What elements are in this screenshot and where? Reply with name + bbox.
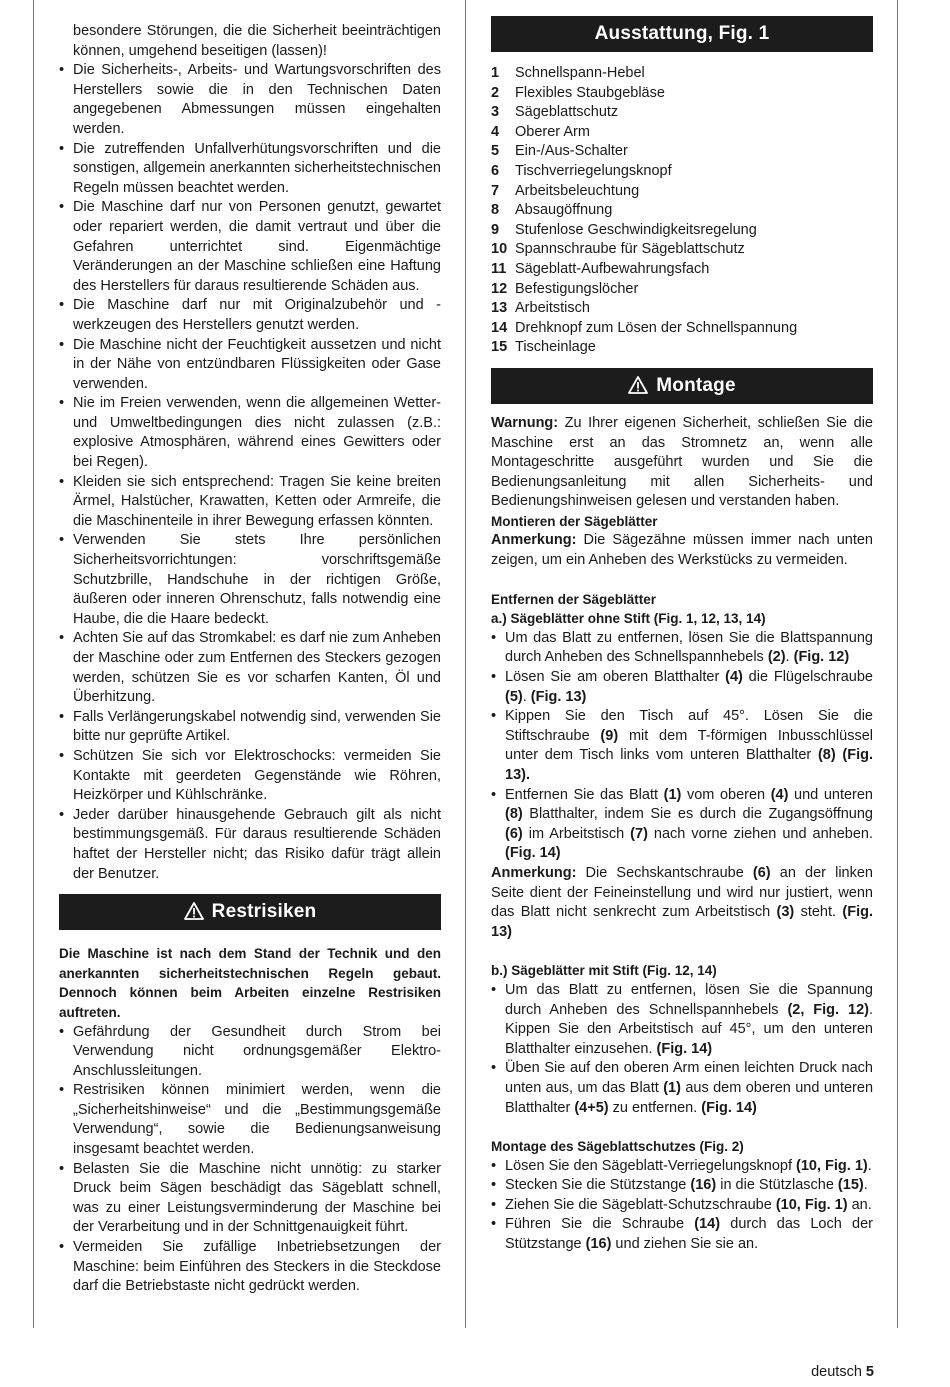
- ausstattung-header-bar: [491, 16, 873, 52]
- warnung-paragraph: Warnung: Zu Ihrer eigenen Sicherheit, schließen Sie die Maschine erst an das Stromnetz an, wenn alle Montageschritte ausgeführt wurden und Sie die Bedienungsanleitung mit allen Sicherheits- und Bedienungshinweisen gelesen und verstanden haben.: [491, 414, 873, 510]
- list-item: • Lösen Sie am oberen Blatthalter (4) die Flügelschraube (5). (Fig. 13): [491, 668, 873, 707]
- list-item: 5 Ein-/Aus-Schalter: [491, 143, 628, 160]
- list-item: 2 Flexibles Staubgebläse: [491, 84, 665, 101]
- list-item: 10 Spannschraube für Sägeblattschutz: [491, 241, 745, 258]
- anmerkung-sechskant-paragraph: Anmerkung: Die Sechskantschraube (6) an der linken Seite dient der Feineinstellung und wird nur justiert, wenn das Blatt nicht senkrecht zum Arbeitstisch (3) steht. (Fig. 13): [491, 864, 873, 940]
- page-number: 5: [865, 1364, 874, 1380]
- montage-title: Montage: [656, 374, 736, 396]
- ohne-stift-heading: a.) Sägeblätter ohne Stift (Fig. 1, 12, 13, 14): [491, 611, 766, 627]
- left-column: [59, 22, 441, 1297]
- right-column: [491, 16, 873, 1255]
- list-item: • Stecken Sie die Stützstange (16) in die Stützlasche (15).: [491, 1176, 873, 1196]
- list-item: • Falls Verlängerungskabel notwendig sind, verwenden Sie bitte nur geprüfte Artikel.: [59, 708, 441, 747]
- montieren-heading: Montieren der Sägeblätter: [491, 513, 658, 529]
- list-item: • Achten Sie auf das Stromkabel: es darf nie zum Anheben der Maschine oder zum Entfernen des Steckers gezogen werden, schützen Sie es vor scharfen Kanten, Öl und Überhitzung.: [59, 629, 441, 707]
- list-item: 13 Arbeitstisch: [491, 300, 590, 317]
- parts-list: [491, 64, 873, 358]
- footer-language: deutsch: [811, 1364, 862, 1380]
- list-item: 8 Absaugöffnung: [491, 202, 613, 219]
- warning-triangle-icon: [184, 902, 204, 920]
- list-item: • Ziehen Sie die Sägeblatt-Schutzschraube (10, Fig. 1) an.: [491, 1196, 873, 1216]
- list-item: 11 Sägeblatt-Aufbewahrungsfach: [491, 260, 710, 277]
- schutz-list: [491, 1157, 873, 1255]
- restrisiken-header-bar: [59, 894, 441, 930]
- list-item: • Die Maschine nicht der Feuchtigkeit aussetzen und nicht in der Nähe von entzündbaren Flüssigkeiten oder Gase verwenden.: [59, 336, 441, 395]
- left-margin-rule: [33, 0, 34, 1328]
- list-item: • Jeder darüber hinausgehende Gebrauch gilt als nicht bestimmungsgemäß. Für daraus resultierende Schäden haftet der Hersteller nicht; das Risiko dafür trägt allein der Benutzer.: [59, 806, 441, 884]
- anmerkung-paragraph: Anmerkung: Die Sägezähne müssen immer nach unten zeigen, um ein Anheben des Werkstücks zu vermeiden.: [491, 532, 873, 569]
- list-item: • Üben Sie auf den oberen Arm einen leichten Druck nach unten aus, um das Blatt (1) aus dem oberen und unteren Blatthalter (4+5) zu entfernen. (Fig. 14): [491, 1059, 873, 1118]
- list-item: 3 Sägeblattschutz: [491, 104, 619, 121]
- list-item: • Kippen Sie den Tisch auf 45°. Lösen Sie die Stiftschraube (9) mit dem T-förmigen Inbusschlüssel unter dem Tisch links vom unteren Blatthalter (8) (Fig. 13).: [491, 707, 873, 785]
- list-item: • Die Maschine darf nur von Personen genutzt, gewartet oder repariert werden, die damit vertraut und über die Gefahren unterrichtet sind. Eigenmächtige Veränderungen an der Maschine schließen eine Haftung des Herstellers für daraus resultierende Schäden aus.: [59, 198, 441, 296]
- ausstattung-title: Ausstattung, Fig. 1: [594, 23, 770, 44]
- list-item: • Entfernen Sie das Blatt (1) vom oberen (4) und unteren (8) Blatthalter, indem Sie es durch die Zugangsöffnung (6) im Arbeitstisch (7) nach vorne ziehen und anheben. (Fig. 14): [491, 786, 873, 864]
- list-item: 4 Oberer Arm: [491, 123, 590, 140]
- list-item: 6 Tischverriegelungsknopf: [491, 162, 672, 179]
- list-item: • Die zutreffenden Unfallverhütungsvorschriften und die sonstigen, allgemein anerkannten sicherheitstechnischen Regeln müssen beachtet werden.: [59, 140, 441, 199]
- list-item: 12 Befestigungslöcher: [491, 280, 639, 297]
- list-item: • Schützen Sie sich vor Elektroschocks: vermeiden Sie Kontakte mit geerdeten Gegenstände wie Röhren, Heizkörper und Kühlschränke.: [59, 747, 441, 806]
- list-item: • Belasten Sie die Maschine nicht unnötig: zu starker Druck beim Sägen beschädigt das Sägeblatt schnell, was zu einer Leistungsverminderung der Maschine bei der Verarbeitung und in der Schnittgenauigkeit führt.: [59, 1160, 441, 1238]
- list-item: 1 Schnellspann-Hebel: [491, 65, 645, 81]
- column-divider-rule: [465, 0, 466, 1328]
- list-item: • Führen Sie die Schraube (14) durch das Loch der Stützstange (16) und ziehen Sie sie an.: [491, 1215, 873, 1254]
- list-item: 15 Tischeinlage: [491, 339, 596, 356]
- list-item: • Nie im Freien verwenden, wenn die allgemeinen Wetter- und Umweltbedingungen dies nicht zulassen (z.B.: explosive Atmosphären, während eines Gewitters oder bei Regen).: [59, 394, 441, 472]
- list-item: • Kleiden sie sich entsprechend: Tragen Sie keine breiten Ärmel, Halstücher, Krawatten, Ketten oder Armreife, die die Maschinenteile in ihrer Bewegung erfassen könnten.: [59, 473, 441, 532]
- list-item: • Lösen Sie den Sägeblatt-Verriegelungsknopf (10, Fig. 1).: [491, 1157, 873, 1177]
- list-item: 9 Stufenlose Geschwindigkeitsregelung: [491, 221, 757, 238]
- list-item: • Die Maschine darf nur mit Originalzubehör und -werkzeugen des Herstellers genutzt werden.: [59, 296, 441, 335]
- page-footer: [811, 1363, 874, 1383]
- list-item: • Die Sicherheits-, Arbeits- und Wartungsvorschriften des Herstellers sowie die in den Technischen Daten angegebenen Abmessungen müssen eingehalten werden.: [59, 61, 441, 139]
- mit-stift-list: [491, 981, 873, 1118]
- list-item: • Gefährdung der Gesundheit durch Strom bei Verwendung nicht ordnungsgemäßer Elektro-Anschlussleitungen.: [59, 1023, 441, 1082]
- list-item: • Um das Blatt zu entfernen, lösen Sie die Spannung durch Anheben des Schnellspannhebels (2, Fig. 12). Kippen Sie den Arbeitstisch auf 45°, um den unteren Blatthalter einzusehen. (Fig. 14): [491, 981, 873, 1059]
- list-item: 7 Arbeitsbeleuchtung: [491, 182, 640, 199]
- schutz-heading: Montage des Sägeblattschutzes (Fig. 2): [491, 1139, 744, 1155]
- entfernen-heading: Entfernen der Sägeblätter: [491, 591, 657, 607]
- list-item: • Restrisiken können minimiert werden, wenn die „Sicherheitshinweise“ und die „Bestimmungsgemäße Verwendung“, sowie die Bedienungsanweisung insgesamt beachtet werden.: [59, 1081, 441, 1159]
- restrisiken-list: [59, 1023, 441, 1297]
- list-item: • Verwenden Sie stets Ihre persönlichen Sicherheitsvorrichtungen: vorschriftsgemäße Schutzbrille, Handschuhe in der richtigen Größe, äußeren oder inneren Ohrenschutz, falls notwendig eine Haube, die die Haare bedeckt.: [59, 531, 441, 629]
- list-item: • Um das Blatt zu entfernen, lösen Sie die Blattspannung durch Anheben des Schnellspannhebels (2). (Fig. 12): [491, 629, 873, 668]
- warning-triangle-icon: [628, 376, 648, 394]
- ohne-stift-list: [491, 629, 873, 864]
- list-item: • Vermeiden Sie zufällige Inbetriebsetzungen der Maschine: beim Einführen des Steckers in die Steckdose darf die Betriebstaste nicht gedrückt werden.: [59, 1238, 441, 1297]
- montage-header-bar: [491, 368, 873, 404]
- list-item: 14 Drehknopf zum Lösen der Schnellspannung: [491, 319, 798, 336]
- right-margin-rule: [897, 0, 898, 1328]
- restrisiken-title: Restrisiken: [211, 901, 317, 923]
- mit-stift-heading: b.) Sägeblätter mit Stift (Fig. 12, 14): [491, 963, 717, 979]
- intro-continuation: besondere Störungen, die die Sicherheit beeinträchtigen können, umgehend beseitigen (lassen)!: [73, 23, 441, 59]
- restrisiken-intro: Die Maschine ist nach dem Stand der Technik und den anerkannten sicherheitstechnischen Regeln gebaut. Dennoch können beim Arbeiten einzelne Restrisiken auftreten.: [59, 946, 441, 1020]
- safety-list: [59, 61, 441, 884]
